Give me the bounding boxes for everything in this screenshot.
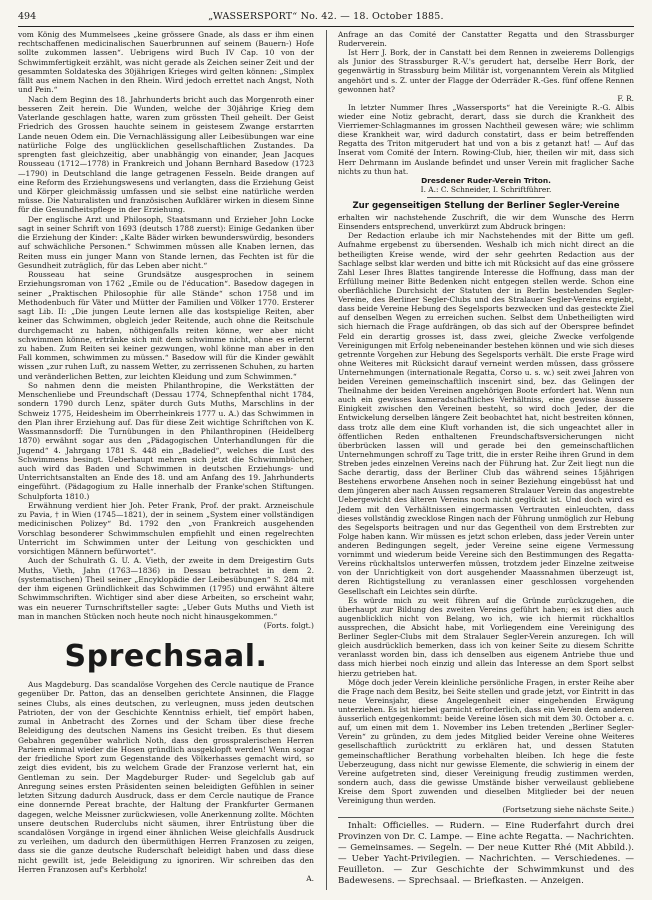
paragraph: Erwähnung verdient hier Joh. Peter Frank, Prof. der prakt. Arzneischule zu Pavia, † in Wien (1745—1821), der in seinem „System einer vollständigen medicinischen Polizey“ Bd. 1792 den „von Frankreich ausgehenden Vorschlag besonderer Schwimmschulen empfiehlt und einen regelrechten Unterricht im Schwimmen unter der Leitung von geschickten und vorsichtigen Männern befürwortet“. xyxy=(18,500,314,557)
continuation-note: (Fortsetzung siehe nächste Seite.) xyxy=(502,805,634,815)
newspaper-page xyxy=(18,10,634,890)
paragraph: Möge doch jeder Verein kleinliche persönliche Fragen, in erster Reihe aber die Frage nach dem Besitz, bei Seite stellen und grade jetzt, vor Eintritt in das neue Vereinsjahr, diese Angelegenheit einer eingehenden Erwägung unterziehen. Es ist hierbei garnicht erforderlich, dass ein Verein dem anderen äusserlich entgegenkommt: beide Vereine lösen sich mit dem 30. October a. c. auf, um einen mit dem 1. November ins Leben tretenden „Berliner Segler-Verein“ zu gründen, zu dem jedes Mitglied beider Vereine ohne Weiteres gesellschaftlich zurücktritt zu erklären hat, und dessen Statuten gemeinschaftlicher Berathung vorbehalten bleiben. Ich hege die feste Ueberzeugung, dass nicht nur gewisse Elemente, die schwierig in einem der Vereine aufgetreten sind, dieser Vereinigung freudig zustimmen werden, sondern auch, dass die gewisse Umstände bisher verweilaust gebliebene Kreise dem Sport zuwenden und dieselben Mitglieder bei der neuen Vereinigung thun werden. xyxy=(338,677,634,806)
author-sign: F. R. xyxy=(617,93,634,103)
section-title-sprechsaal: Sprechsaal. xyxy=(64,639,268,675)
page-header xyxy=(18,10,634,24)
separator xyxy=(338,817,634,818)
table-of-contents: Inhalt: Officielles. — Rudern. — Eine Ruderfahrt durch drei Provinzen von Dr. C. Lampe. — Eine achte Regatta. — Nachrichten. — Gemeinsames. — Segeln. — Der neue Kutter Rhé (Mit Abbild.). — Ueber Yacht-Privilegien. — Nachrichten. — Verschiedenes. — Feuilleton. — Zur Geschichte der Schwimmkunst und des Badewesens. — Sprechsaal. — Briefkasten. — Anzeigen. xyxy=(338,821,634,887)
right-column xyxy=(338,30,634,890)
paragraph: Aus Magdeburg. Das scandalöse Vorgehen des Cercle nautique de France gegenüber Dr. Patton, das an denselben gerichtete Ansinnen, die Flagge seines Clubs, als eines deutschen, zu verleugnen, muss jeden deutschen Patrioten, der von der Geschichte Kenntniss erhielt, tief empört haben, zumal in Anbetracht des Zornes und der Scham über diese freche Beleidigung des deutschen Namens ins Gesicht treiben. Es thut diesem Gebahren gegenüber wahrlich Noth, dass den grosspralerischen Herren Pariern einmal wieder die Hosen gründlich ausgeklopft werden! Wenn sogar der friedliche Sport zum Gegenstande des Völkerhasses gemacht wird, so zeigt dies evident, bis zu welchem Grade der Franzose verlernt hat, ein Gentleman zu sein. Der Magdeburger Ruder- und Segelclub gab auf Anregung seines ersten Präsidenten seinen beleidigten Gefühlen in seiner letzten Sitzung dadurch Ausdruck, dass er dem Cercle nautique de France eine donnernde Pereat brachte, der Haltung der Frankfurter Germanen dagegen, welche Meissner zurückwiesen, volle Anerkennung zollte. Möchten unsere deutschen Ruderclubs nicht säumen, ihrer Entrüstung über die scandalösen Vorgänge in irgend einer ähnlichen Weise gleichfalls Ausdruck zu verleihen, um dadurch den übermüthigen Herren Franzosen zu zeigen, dass sie die ganze deutsche Ruderschaft beleidigt haben und dass diese nicht gewillt ist, jede Beleidigung zu ignoriren. Wir schreiben das den Herren Franzosen auf's Kerbholz! xyxy=(18,680,314,874)
article-subhead: Zur gegenseitigen Stellung der Berliner Segler-Vereine xyxy=(352,200,620,211)
paragraph: Der Redaction erlaube ich mir Nachstehendes mit der Bitte um gefl. Aufnahme ergebenst zu übersenden. Weshalb ich mich nicht direct an die betheiligten Kreise wende, wird der sehr geehrten Redaction aus der Sachlage selbst klar werden und bitte ich mit Rücksicht auf das eine grössere Zahl Leser Ihres Blattes tangirende Interesse die Hoffnung, dass man der Erfüllung meiner Bitte Bedenken nicht entgegen stellen werde. Schon eine oberflächliche Durchsicht der Statuten der in Berlin bestehenden Segler-Vereine, des Berliner Segler-Clubs und des Stralauer Segler-Vereins ergiebt, dass beide Vereine Hebung des Segelsports bezwecken und das gesteckte Ziel auf denselben Wegen zu erreichen suchen. Selbst dem Unbetheiligten wird sich hiernach die Frage aufdrängen, ob das sich auf der Oberspree befindet Feld ein derartig grosses ist, dass zwei, gleiche Zwecke verfolgende Vereinigungen mit Erfolg nebeneinander bestehen können und wie sich dieses getrennte Vorgehen zur Hebung des Segelsports verhält. Die erste Frage wird ohne Weiteres mit Rücksicht darauf verneint werden müssen, dass grössere Unternehmungen (internationale Regatta, Corso u. s. w.) seit zwei Jahren von beiden Vereinen gemeinschaftlich inscenirt sind, bez. das Gelingen der Theilnahme der beiden Vereinen angehörigen Boote erfordert hat. Wenn nun auch ein gewisses kameradschaftliches Verhältniss, eine gewisse äussere Einigkeit zwischen den Vereinen besteht, so wird doch Jeder, der die Entwickelung derselben längere Zeit beobachtet hat, nicht bestreiten können, dass trotz alle dem eine Kluft vorhanden ist, die sich ungeachtet aller in öffentlichen Reden enthaltenen Freundschaftsversicherungen nicht überbrücken lassen will und gerade bei den gemeinschaftlichen Unternehmungen schroff zu Tage tritt, die in erster Reihe ihren Grund in dem Streben jedes einzelnen Vereins nach der Führung hat. Zur Zeit liegt nun die Sache derartig, dass der Berliner Club das während seines 15jährigen Bestehens erworbene Ansehen noch in seiner Beziehung eingebüsst hat und dem jüngeren aber nach Aussen regsameren Stralauer Verein das angestrebte Uebergewicht des älteren Vereins noch nicht geglückt ist. Und doch wird es Jedem mit den Verhältnissen eingermassen Vertrauten einleuchten, dass dieses vollständig zwecklose Ringen nach der Führung unmöglich zur Hebung des Segelsports beitragen und nur das Gegentheil von dem Erstrebten zur Folge haben kann. Wir müssen es jetzt schon erleben, dass jeder Verein unter anderen Bedingungen segelt, jeder Vereine seine eigene Vermessung vornimmt und wiederum beide Vereine sich den Bestimmungen des Regatta-Vereins rückhaltslos unterwerfen müssen, trotzdem jeder Einzelne zeitweise von der Unrichtigkeit von dort ausgehender Maassnahmen überzeugt ist, deren Richtigstellung zu veranlassen einer geschlossen vorgehenden Gesellschaft ein Leichtes sein dürfte. xyxy=(338,231,634,596)
club-name: Dresdener Ruder-Verein Triton. xyxy=(421,175,551,185)
paragraph: erhalten wir nachstehende Zuschrift, die wir dem Wunsche des Herrn Einsenders entsprechend, unverkürzt zum Abdruck bringen: xyxy=(338,213,634,232)
column-divider xyxy=(326,30,327,890)
separator xyxy=(427,197,545,198)
secretary-sign: I. A.: C. Schneider, I. Schriftführer. xyxy=(420,184,552,194)
left-column xyxy=(18,30,314,890)
page-number: 494 xyxy=(18,11,37,22)
paragraph: Anfrage an das Comité der Canstatter Regatta und den Strassburger Ruderverein. xyxy=(338,30,634,49)
author-sign: A. xyxy=(306,874,314,884)
continuation-note: (Forts. folgt.) xyxy=(263,621,314,630)
paragraph: Der englische Arzt und Philosoph, Staatsmann und Erzieher John Locke sagt in seiner Schrift von 1693 (deutsch 1788 zuerst): Einige Gedanken über die Erziehung der Kinder: „Kalte Bäder wirken bewunderswürdig, besonders auf schwächliche Personen.“ Schwimmen müssen alle Knaben lernen, das Reiten muss ein junger Mann von Stande lernen, das Fechten ist für die Gesundheit zuträglich, für das Leben aber nicht.“ xyxy=(18,214,314,270)
paragraph: Es würde mich zu weit führen auf die Gründe zurückzugehen, die überhaupt zur Bildung des zweiten Vereins geführt haben; es ist dies auch augenblicklich nicht von Belang, wo ich, wie ich hiermit rückhaltlos aussprechen, die Absicht habe, mit Vorliegendem eine Vereinigung des Berliner Segler-Clubs mit dem Stralauer Segler-Verein anzuregen. Ich will gleich ausdrücklich bemerken, dass ich von keiner Seite zu diesem Schritte veranlasst worden bin, dass ich denselben aus eigenem Antriebe thue und dass mich hierbei noch einzig und allein das Interesse an dem Sport selbst hierzu getrieben hat. xyxy=(338,595,634,678)
paragraph: So nahmen denn die meisten Philanthropine, die Werkstätten der Menschenliebe und Freundschaft (Dessau 1774, Schnepfenthal nicht 1784, sondern 1790 durch Lenz, später durch Guts Muths, Marschlins in der Schweiz 1775, Heidesheim im Oberrheinkreis 1777 u. A.) das Schwimmen in den Plan ihrer Erziehung auf. Das für diese Zeit wichtige Schriftchen von K. Wassmannsdorff: Die Turnübungen in den Philanthropinen (Heidelberg 1870) erwähnt sogar aus den „Pädagogischen Unterhandlungen für die Jugend“ 4. Jahrgang 1781 S. 448 ein „Badelied“, welches die Lust des Schwimmens besingt. Ueberhaupt mehren sich jetzt die Schwimmbücher, auch wird das Baden und Schwimmen in deutschen Erziehungs- und Unterrichtsanstalten an Ende des 18. und am Anfang des 19. Jahrhunderts eingeführt. (Pädagogium zu Halle innerhalb der Franke'schen Stiftungen. Schulpforta 1810.) xyxy=(18,380,314,501)
paragraph: Auch der Schulrath G. U. A. Vieth, der zweite in dem Dreigestirn Guts Muths, Vieth, Jahn (1763—1836) in Dessau betrachtet in dem 2. (systematischen) Theil seiner „Encyklopädie der Leibesübungen“ S. 284 mit der ihm eigenen Gründlichkeit das Schwimmen (1795) und erwähnt ältere Schwimmschriften. Wichtiger sind aber diese Arbeiten, so erscheint wahr, was ein neuerer Turnschriftsteller sagte: „Ueber Guts Muths und Vieth ist man in manchen Stücken noch heute noch nicht hinausgekommen.“ xyxy=(18,556,314,621)
header-rule xyxy=(18,26,634,27)
club-sign xyxy=(338,176,634,185)
issue-line: „WASSERSPORT“ No. 42. — 18. October 1885. xyxy=(208,11,444,22)
paragraph: Ist Herr J. Bork, der in Canstatt bei dem Rennen in zweierems Dollengigs als Junior des Strassburger R.-V.'s gerudert hat, derselbe Herr Bork, der gegenwärtig in Strassburg beim Militär ist, vorgenanntem Verein als Mitglied angehört und s. Z. unter der Flagge der Oderräder R.-Ges. fünf offene Rennen gewonnen hat? xyxy=(338,48,634,94)
paragraph: Nach dem Beginn des 18. Jahrhunderts bricht auch das Morgenroth einer besseren Zeit herein. Die Wunden, welche der 30jährige Krieg dem Vaterlande geschlagen hatte, waren zum grössten Theil geheilt. Der Geist Friedrich des Grossen hauchte seinem in geistesem Zwange erstarrten Lande neuen Odem ein. Die Vernachlässigung aller Leibesübungen war eine natürliche Folge des unglücklichen gesellschaftlichen Zustandes. Da sprengten fast gleichzeitig, aber unabhängig von einander, Jean Jacques Rousseau (1712—1778) in Frankreich und Johann Bernhard Basedow (1723—1790) in Deutschland die lange getragenen Fesseln. Beide drangen auf eine Reform des Erziehungswesens und verlangten, dass die Erziehung Geist und Körper gleichmässig umfassen und sie selbst eine natürliche werden müsse. Die Naturalisten und französischen Aufklärer wirken in diesem Sinne für die Gesundheitspflege in der Erziehung. xyxy=(18,94,314,215)
paragraph: In letzter Nummer Ihres „Wassersports“ hat die Vereinigte R.-G. Albis wieder eine Notiz gebracht, derart, dass sie durch die Krankheit des Vierriemer-Schlagmannes im grossen Nachtheil gewesen wäre; wie schlimm diese Krankheit war, wird dadurch constatirt, dass er beim betreffenden Regatta des Triton mitgerudert hat und von a bis z getanzt hat! — Auf das Inserat vom Comité der Intern. Rowing-Club, hier, theilen wir mit, dass sich Herr Dehrmann im Auslande befindet und unser Verein mit fraglicher Sache nichts zu thun hat. xyxy=(338,102,634,176)
paragraph: Rousseau hat seine Grundsätze ausgesprochen in seinem Erziehungsroman von 1762 „Emile ou de l'éducation“. Basedow dagegen in seiner „Praktischen Philosophie für alle Stände“ schon 1758 und im Methodenbuch für Väter und Mütter der Familien und Völker 1770. Ersterer sagt Lib. II: „Die jungen Leute lernen alle das kostspielige Reiten, aber keiner das Schwimmen, obgleich jeder Reitende, auch ohne die Reitschule durchgemacht zu haben, nöthigenfalls reiten könne, wer aber nicht schwimmen könne, ertränke sich mit dem schwimme nicht, ohne es erlernt zu haben. Zum Reiten sei keiner gezwungen, wohl könne man aber in den Fall kommen, schwimmen zu müssen.“ Basedow will für die Kinder gewählt wissen „zur ruhen Luft, zu nassem Wetter, zu zerrissenen Schuhen, zu harten und veränderlichen Betten, zur leichten Kleidung und zum Schwimmen.“ xyxy=(18,270,314,381)
paragraph: vom König des Mummelsees „keine grössere Gnade, als dass er ihm einen rechtschaffenen medicinalischen Sauerbrunnen auf seinem (Bauern-) Hofe sollte zukommen lassen“. Uebrigens wird Buch IV Cap. 10 von der Schwimmfertigkeit erzählt, was nicht gerade als Zeichen seiner Zeit und der gesammten Soldateska des 30jährigen Krieges wird gelten können: „Simplex fällt aus einem Nachen in den Rhein. Wird jedoch errettet nach Angst, Noth und Pein.“ xyxy=(18,30,314,95)
